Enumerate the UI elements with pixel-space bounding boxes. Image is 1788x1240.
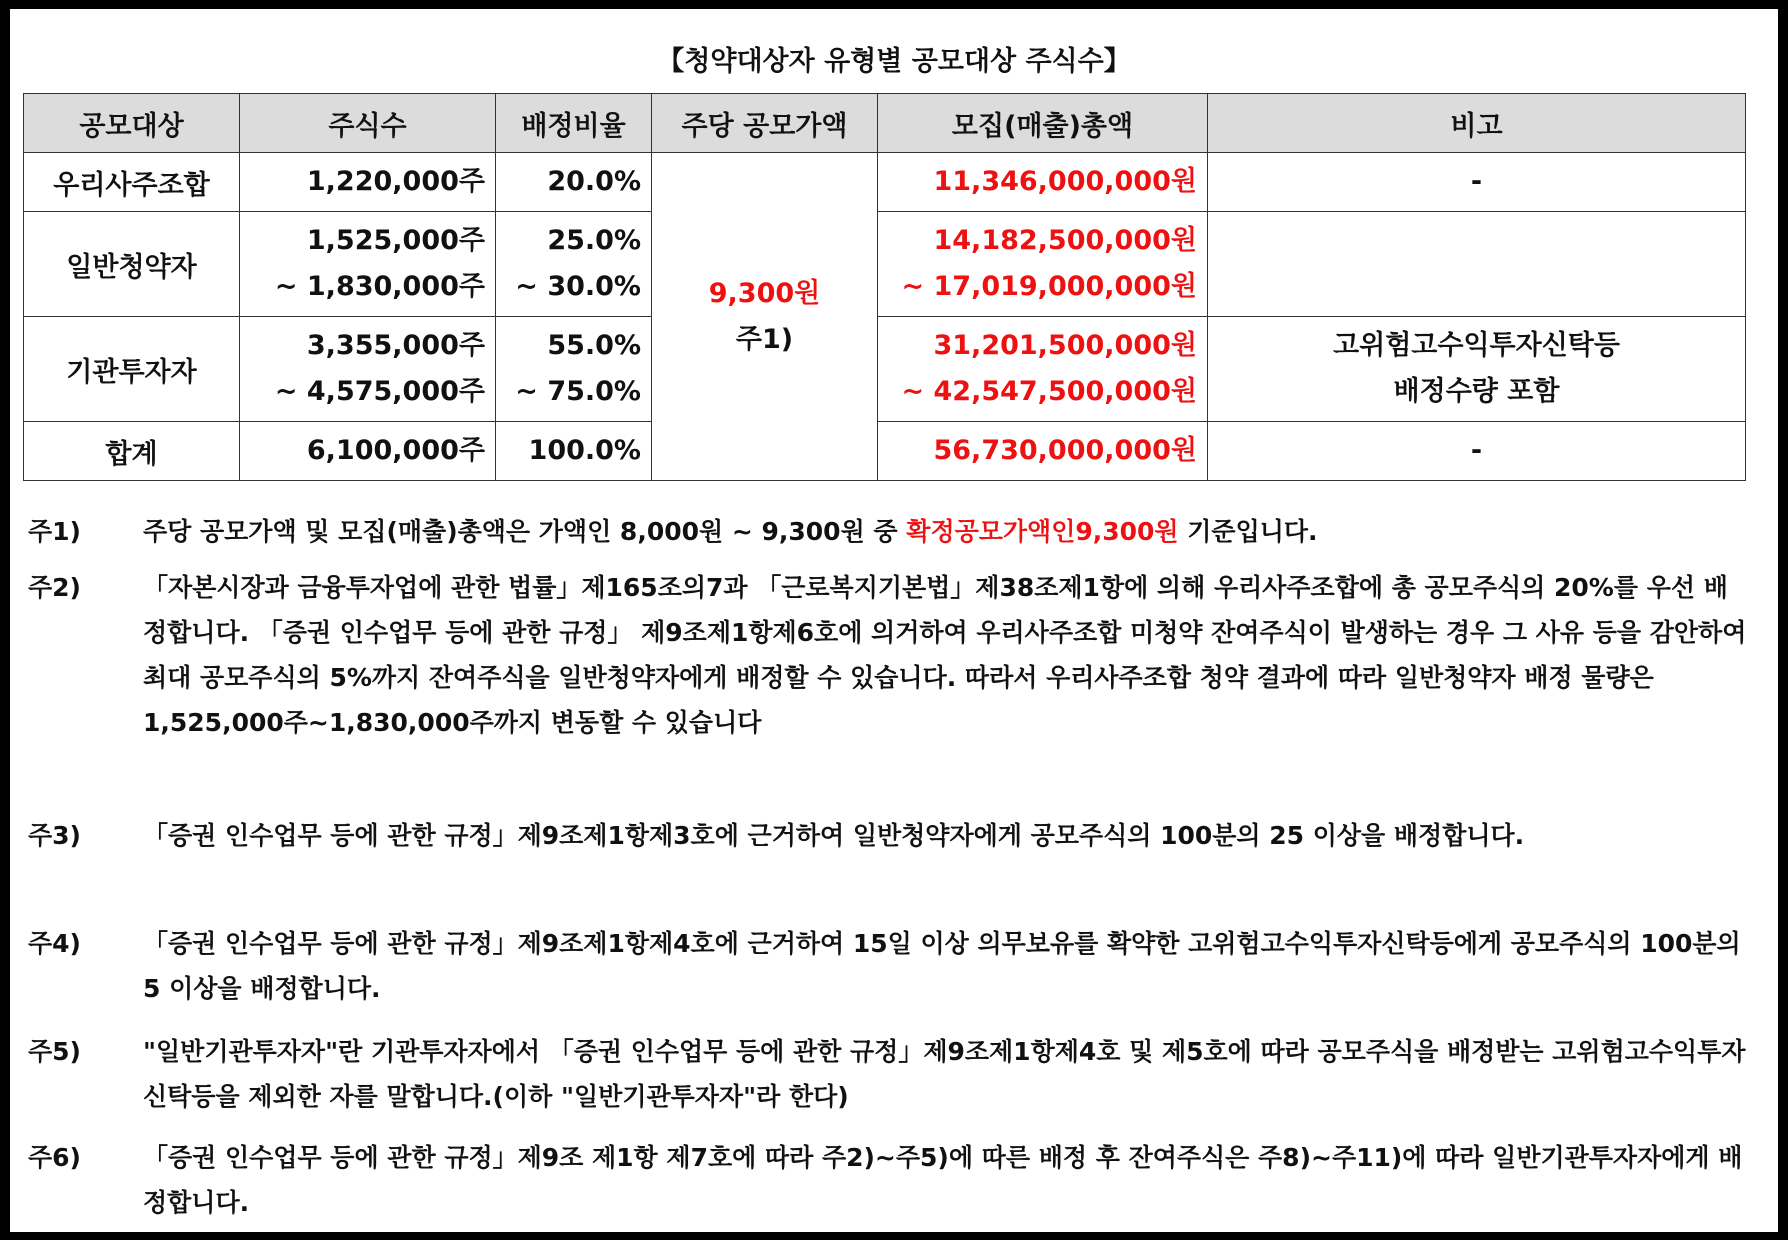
table-row [24, 212, 1746, 317]
row-ratio: 20.0% [496, 153, 652, 212]
row-note [1208, 212, 1746, 317]
row-ratio: 100.0% [496, 422, 652, 481]
price-footnote-ref: 주1) [735, 323, 794, 355]
footnote-text: 주당 공모가액 및 모집(매출)총액은 가액인 8,000원 ~ 9,300원 중 확정공모가액인9,300원 기준입니다. [143, 517, 1318, 546]
footnote-label: 주2) [28, 573, 81, 602]
price-cell [652, 153, 878, 481]
row-shares: 1,220,000주 [240, 153, 496, 212]
footnote [28, 1135, 1748, 1225]
table-row-total [24, 422, 1746, 481]
table-row [24, 153, 1746, 212]
footnote-text: "일반기관투자자"란 기관투자자에서 「증권 인수업무 등에 관한 규정」제9조제1항제4호 및 제5호에 따라 공모주식을 배정받는 고위험고수익투자신탁등을 제외한 자를 말합니다.(이하 "일반기관투자자"라 한다) [143, 1037, 1746, 1111]
header-shares: 주식수 [240, 94, 496, 153]
footnote [28, 921, 1748, 1011]
footnote-text: 「증권 인수업무 등에 관한 규정」제9조 제1항 제7호에 따라 주2)~주5)에 따른 배정 후 잔여주식은 주8)~주11)에 따라 일반기관투자자에게 배정합니다. [143, 1143, 1743, 1217]
row-shares: 3,355,000주 ~ 4,575,000주 [240, 317, 496, 422]
row-ratio: 55.0% ~ 75.0% [496, 317, 652, 422]
footnote-text: 「증권 인수업무 등에 관한 규정」제9조제1항제3호에 근거하여 일반청약자에게 공모주식의 100분의 25 이상을 배정합니다. [143, 821, 1525, 850]
footnote-label: 주3) [28, 821, 81, 850]
row-shares: 6,100,000주 [240, 422, 496, 481]
footnote-text: 「증권 인수업무 등에 관한 규정」제9조제1항제4호에 근거하여 15일 이상 의무보유를 확약한 고위험고수익투자신탁등에게 공모주식의 100분의 5 이상을 배정합니다. [143, 929, 1741, 1003]
row-note: - [1208, 153, 1746, 212]
footnote-label: 주5) [28, 1037, 81, 1066]
row-note: - [1208, 422, 1746, 481]
header-total: 모집(매출)총액 [878, 94, 1208, 153]
footnote-text: 「자본시장과 금융투자업에 관한 법률」제165조의7과 「근로복지기본법」제38조제1항에 의해 우리사주조합에 총 공모주식의 20%를 우선 배정합니다. 「증권 인수업무 등에 관한 규정」 제9조제1항제6호에 의거하여 우리사주조합 미청약 잔여주식이 발생하는 경우 그 사유 등을 감안하여 최대 공모주식의 5%까지 잔여주식을 일반청약자에게 배정할 수 있습니다. 따라서 우리사주조합 청약 결과에 따라 일반청약자 배정 물량은 1,525,000주~1,830,000주까지 변동할 수 있습니다 [143, 573, 1747, 737]
row-total: 14,182,500,000원 ~ 17,019,000,000원 [878, 212, 1208, 317]
header-target: 공모대상 [24, 94, 240, 153]
row-target: 우리사주조합 [24, 153, 240, 212]
row-total: 11,346,000,000원 [878, 153, 1208, 212]
footnote-label: 주4) [28, 929, 81, 958]
footnote [28, 813, 1748, 858]
header-ratio: 배정비율 [496, 94, 652, 153]
header-price: 주당 공모가액 [652, 94, 878, 153]
footnote-label: 주1) [28, 517, 81, 546]
row-total: 56,730,000,000원 [878, 422, 1208, 481]
price-value: 9,300원 [708, 277, 821, 309]
footnote [28, 565, 1748, 745]
footnote-label: 주6) [28, 1143, 81, 1172]
shares-table [23, 93, 1746, 481]
page-title: 【청약대상자 유형별 공모대상 주식수】 [657, 46, 1131, 77]
row-ratio: 25.0% ~ 30.0% [496, 212, 652, 317]
footnote [28, 1029, 1748, 1119]
row-shares: 1,525,000주 ~ 1,830,000주 [240, 212, 496, 317]
row-total: 31,201,500,000원 ~ 42,547,500,000원 [878, 317, 1208, 422]
confirmed-price-highlight: 확정공모가액인9,300원 [906, 517, 1179, 546]
row-target: 합계 [24, 422, 240, 481]
footnote [28, 509, 1748, 554]
table-header-row [24, 94, 1746, 153]
row-note: 고위험고수익투자신탁등 배정수량 포함 [1208, 317, 1746, 422]
header-note: 비고 [1208, 94, 1746, 153]
row-target: 기관투자자 [24, 317, 240, 422]
table-row [24, 317, 1746, 422]
row-target: 일반청약자 [24, 212, 240, 317]
